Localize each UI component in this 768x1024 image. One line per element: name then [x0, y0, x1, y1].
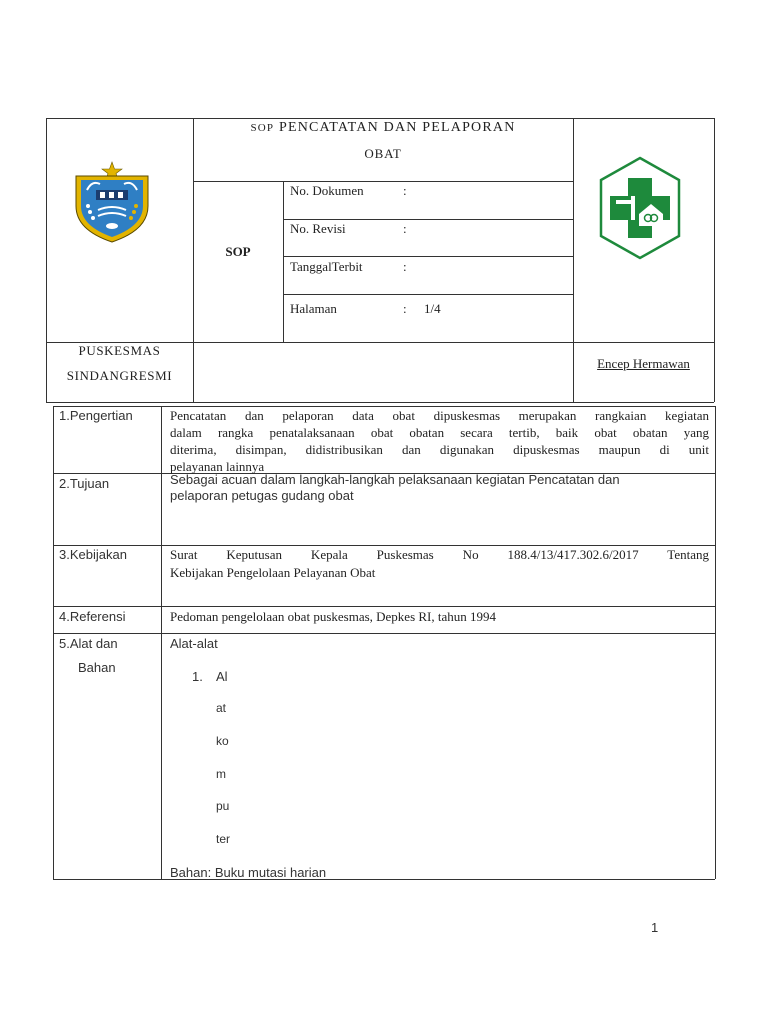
pengertian-line: Pencatatan dan pelaporan data obat dipuskesmas merupakan rangkaian kegiatan [170, 408, 709, 423]
field-sep: : [403, 301, 407, 316]
header-left-border [46, 118, 47, 402]
content-bottom-border [53, 879, 715, 880]
field-divider [283, 294, 573, 295]
page-number: 1 [651, 920, 659, 935]
field-label-tanggal-terbit: TanggalTerbit [290, 259, 363, 274]
pengertian-line: dalam rangka penatalaksanaan obat obatan secara tertib, baik obat obatan yang [170, 425, 709, 440]
section-label-alat-line2: Bahan [78, 660, 116, 675]
tujuan-line: pelaporan petugas gudang obat [170, 488, 354, 503]
alat-item-fragment: ko [216, 734, 229, 748]
signer-name: Encep Hermawan [597, 356, 690, 371]
field-value-halaman: 1/4 [424, 301, 441, 316]
sop-title-main: PENCATATAN DAN PELAPORAN [278, 120, 516, 135]
bahan-text: Bahan: Buku mutasi harian [170, 865, 327, 880]
field-label-halaman: Halaman [290, 301, 337, 316]
section-label-pengertian: 1.Pengertian [59, 408, 133, 423]
alat-item-fragment: Al [216, 669, 228, 684]
section-label-kebijakan: 3.Kebijakan [59, 547, 127, 562]
tujuan-line: Sebagai acuan dalam langkah-langkah pelaksanaan kegiatan Pencatatan dan [170, 472, 620, 487]
pengertian-line: diterima, disimpan, didistribusikan dan digunakan dipuskesmas maupun di unit [170, 442, 709, 457]
section-label-referensi: 4.Referensi [59, 609, 126, 624]
alat-item-fragment: m [216, 767, 226, 781]
field-label-no-dokumen: No. Dokumen [290, 183, 364, 198]
alat-item-fragment: ter [216, 832, 231, 846]
field-label-no-revisi: No. Revisi [290, 221, 346, 236]
field-sep: : [403, 259, 407, 274]
header-right-border [714, 118, 715, 402]
pengertian-line: pelayanan lainnya [170, 459, 265, 474]
title-divider [193, 181, 573, 182]
alat-item-fragment: pu [216, 799, 230, 813]
org-name-line2: SINDANGRESMI [66, 368, 173, 383]
alat-heading: Alat-alat [170, 636, 218, 651]
row-divider [53, 606, 715, 607]
kebijakan-line: Kebijakan Pengelolaan Pelayanan Obat [170, 565, 376, 580]
kebijakan-line: Surat Keputusan Kepala Puskesmas No 188.4/13/417.302.6/2017 Tentang [170, 547, 709, 562]
puskesmas-logo-icon [599, 156, 681, 260]
alat-item-number: 1. [192, 669, 203, 684]
content-left-border [53, 406, 54, 879]
referensi-text: Pedoman pengelolaan obat puskesmas, Depkes RI, tahun 1994 [170, 609, 497, 624]
sop-title [193, 119, 573, 137]
section-label-alat-line1: 5.Alat dan [59, 636, 118, 651]
field-sep: : [403, 221, 407, 236]
regency-emblem-icon [72, 160, 152, 244]
sop-title-prefix: SOP [250, 122, 275, 134]
header-col-divider [283, 181, 284, 342]
sop-title-line2: OBAT [364, 146, 402, 161]
org-name-line1: PUSKESMAS [78, 343, 161, 358]
sop-label: SOP [225, 244, 251, 259]
field-sep: : [403, 183, 407, 198]
section-label-tujuan: 2.Tujuan [59, 476, 110, 491]
row-divider [53, 633, 715, 634]
field-divider [283, 256, 573, 257]
content-right-border [715, 406, 716, 879]
content-col-divider [161, 406, 162, 879]
alat-item-fragment: at [216, 701, 227, 715]
header-bottom-border [46, 402, 714, 403]
